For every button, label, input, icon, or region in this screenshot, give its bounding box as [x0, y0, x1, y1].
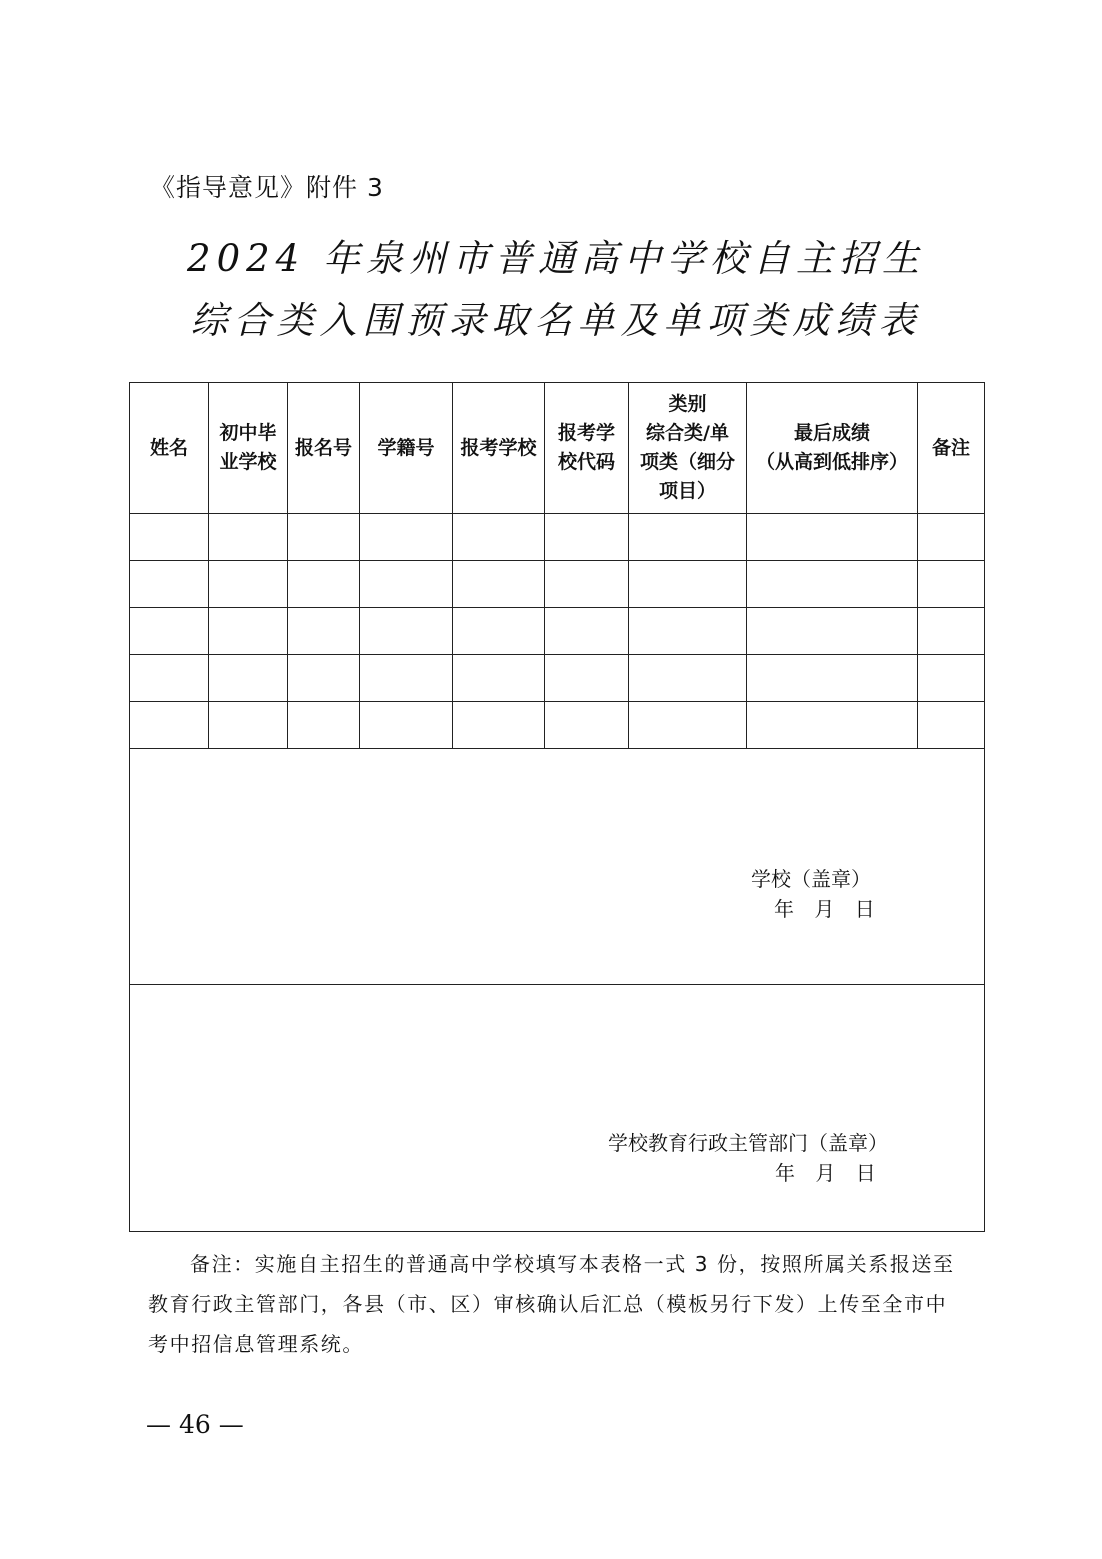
table-cell[interactable] [209, 514, 288, 561]
document-title-line1: 2024 年泉州市普通高中学校自主招生 [187, 237, 925, 280]
table-cell[interactable] [130, 608, 209, 655]
dept-seal-row [130, 985, 985, 1232]
table-cell[interactable] [360, 655, 453, 702]
table-row [130, 702, 985, 749]
table-cell[interactable] [288, 561, 360, 608]
table-cell[interactable] [130, 514, 209, 561]
header-category: 类别 综合类/单 项类（细分 项目） [629, 383, 747, 514]
footnote: 备注：实施自主招生的普通高中学校填写本表格一式 3 份，按照所属关系报送至教育行政主管部门，各县（市、区）审核确认后汇总（模板另行下发）上传至全市中考中招信息管理系统。 [148, 1252, 955, 1356]
table-cell[interactable] [288, 655, 360, 702]
table-cell[interactable] [209, 702, 288, 749]
dept-seal-box [130, 985, 985, 1232]
header-remarks: 备注 [918, 383, 985, 514]
school-seal-box [130, 749, 985, 985]
header-middle-school: 初中毕 业学校 [209, 383, 288, 514]
table-cell[interactable] [918, 655, 985, 702]
table-cell[interactable] [918, 514, 985, 561]
table-header-row [130, 383, 985, 514]
table-cell[interactable] [747, 608, 918, 655]
table-cell[interactable] [629, 655, 747, 702]
table-cell[interactable] [545, 514, 629, 561]
table-cell[interactable] [453, 655, 545, 702]
header-name: 姓名 [130, 383, 209, 514]
table-row [130, 561, 985, 608]
table-cell[interactable] [545, 561, 629, 608]
table-cell[interactable] [747, 655, 918, 702]
school-seal-label: 学校（盖章） [751, 867, 871, 891]
table-cell[interactable] [629, 514, 747, 561]
table-cell[interactable] [130, 655, 209, 702]
table-cell[interactable] [453, 561, 545, 608]
table-cell[interactable] [360, 702, 453, 749]
table-cell[interactable] [918, 561, 985, 608]
table-cell[interactable] [288, 608, 360, 655]
school-seal-row [130, 749, 985, 985]
table-cell[interactable] [130, 702, 209, 749]
attachment-label: 《指导意见》附件 3 [150, 173, 384, 202]
table-cell[interactable] [360, 514, 453, 561]
table-cell[interactable] [288, 702, 360, 749]
table-cell[interactable] [360, 561, 453, 608]
table-cell[interactable] [545, 608, 629, 655]
table-cell[interactable] [545, 702, 629, 749]
table-cell[interactable] [629, 702, 747, 749]
header-student-id: 学籍号 [360, 383, 453, 514]
header-final-score: 最后成绩 （从高到低排序） [747, 383, 918, 514]
table-cell[interactable] [453, 514, 545, 561]
table-row [130, 514, 985, 561]
table-cell[interactable] [453, 608, 545, 655]
admission-form-table [129, 382, 985, 1232]
table-row [130, 608, 985, 655]
table-cell[interactable] [918, 608, 985, 655]
table-cell[interactable] [629, 608, 747, 655]
table-cell[interactable] [130, 561, 209, 608]
table-cell[interactable] [360, 608, 453, 655]
table-cell[interactable] [288, 514, 360, 561]
table-cell[interactable] [545, 655, 629, 702]
header-school-code: 报考学 校代码 [545, 383, 629, 514]
dept-seal-date: 年 月 日 [775, 1161, 876, 1185]
header-applied-school: 报考学校 [453, 383, 545, 514]
table-cell[interactable] [209, 608, 288, 655]
table-cell[interactable] [453, 702, 545, 749]
page-number: — 46 — [146, 1410, 244, 1439]
table-cell[interactable] [209, 561, 288, 608]
table-cell[interactable] [209, 655, 288, 702]
table-row [130, 655, 985, 702]
header-registration-number: 报名号 [288, 383, 360, 514]
table-cell[interactable] [747, 561, 918, 608]
table-cell[interactable] [747, 702, 918, 749]
document-title-line2: 综合类入围预录取名单及单项类成绩表 [190, 299, 922, 342]
table-cell[interactable] [918, 702, 985, 749]
table-cell[interactable] [629, 561, 747, 608]
school-seal-date: 年 月 日 [774, 897, 875, 921]
dept-seal-label: 学校教育行政主管部门（盖章） [608, 1131, 888, 1155]
table-cell[interactable] [747, 514, 918, 561]
